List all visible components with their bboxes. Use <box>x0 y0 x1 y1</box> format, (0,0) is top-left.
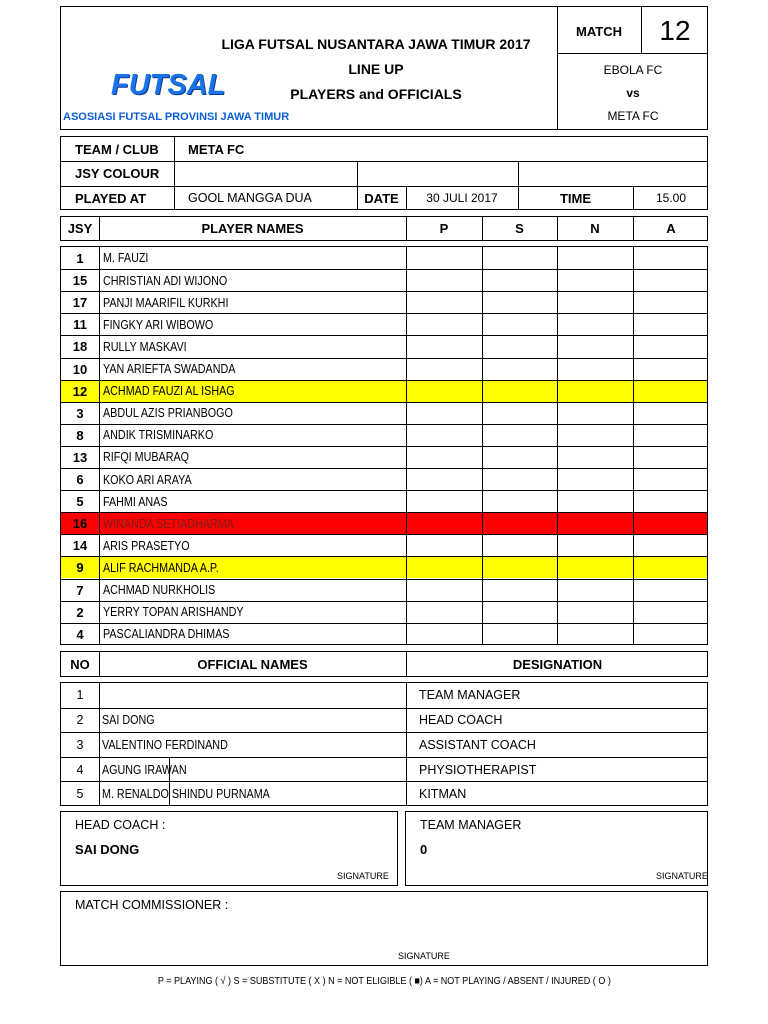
player-name <box>100 403 254 424</box>
player-jersey-number: 3 <box>76 405 84 421</box>
team-club-label: TEAM / CLUB <box>75 141 159 157</box>
player-names-header: PLAYER NAMES <box>201 221 304 236</box>
player-jersey-number: 17 <box>72 295 88 311</box>
player-name-text: ACHMAD NURKHOLIS <box>103 583 216 598</box>
player-name <box>100 580 234 601</box>
player-name <box>100 469 206 490</box>
player-row <box>61 247 707 269</box>
player-jersey-number: 18 <box>72 339 88 355</box>
official-designation: ASSISTANT COACH <box>419 737 536 752</box>
player-name-text: WINANDA SETIADHARMA <box>103 516 234 531</box>
player-jersey-number: 15 <box>72 273 88 289</box>
player-name <box>100 247 156 269</box>
player-jersey-number: 10 <box>72 361 88 377</box>
time-value: 15.00 <box>655 191 687 205</box>
player-name-text: M. FAUZI <box>103 251 149 266</box>
commissioner-signature-label: SIGNATURE <box>398 951 450 961</box>
player-name-text: ABDUL AZIS PRIANBOGO <box>103 406 233 421</box>
official-row <box>61 708 707 733</box>
player-name-text: RULLY MASKAVI <box>103 339 187 354</box>
official-number: 1 <box>76 688 84 703</box>
futsal-logo <box>61 67 290 127</box>
match-commissioner-box <box>60 891 708 966</box>
player-row <box>61 380 707 402</box>
player-name-text: YAN ARIEFTA SWADANDA <box>103 362 236 377</box>
player-name <box>100 314 231 335</box>
player-row <box>61 601 707 623</box>
team-manager-signature-label: SIGNATURE <box>656 871 708 881</box>
head-coach-signature-box <box>60 811 398 886</box>
player-name-text: PASCALIANDRA DHIMAS <box>103 627 230 642</box>
player-name <box>100 425 231 446</box>
player-jersey-number: 8 <box>76 427 84 443</box>
away-team: META FC <box>607 109 659 123</box>
time-label: TIME <box>559 190 592 206</box>
player-name <box>100 381 256 402</box>
player-jersey-number: 6 <box>76 472 84 488</box>
official-name <box>100 782 297 806</box>
player-name-text: ARIS PRASETYO <box>103 538 190 553</box>
player-name-text: YERRY TOPAN ARISHANDY <box>103 605 244 620</box>
player-row <box>61 579 707 601</box>
player-name <box>100 491 178 512</box>
team-manager-value: 0 <box>420 842 428 857</box>
absent-header: A <box>666 221 676 236</box>
official-row <box>61 732 707 757</box>
official-name <box>100 733 248 757</box>
jsy-colour-label: JSY COLOUR <box>75 166 160 181</box>
official-name <box>100 709 163 733</box>
official-names-header: OFFICIAL NAMES <box>197 656 308 672</box>
match-label: MATCH <box>576 24 622 39</box>
team-manager-label: TEAM MANAGER <box>420 818 522 832</box>
official-row <box>61 781 707 806</box>
played-at-value: GOOL MANGGA DUA <box>188 191 312 205</box>
no-header: NO <box>70 656 90 672</box>
player-name-text: CHRISTIAN ADI WIJONO <box>103 273 228 288</box>
player-name <box>100 270 247 291</box>
legend-text: P = PLAYING ( √ ) S = SUBSTITUTE ( X ) N = NOT ELIGIBLE ( ■) A = NOT PLAYING / ABSENT / INJURED ( O ) <box>157 975 611 987</box>
player-name-text: ACHMAD FAUZI AL ISHAG <box>103 384 235 399</box>
header-box <box>60 6 708 130</box>
official-number: 3 <box>76 737 84 752</box>
player-jersey-number: 7 <box>76 582 84 598</box>
player-name <box>100 624 250 645</box>
player-name <box>100 535 204 556</box>
players-table <box>60 246 708 645</box>
lineup-title: LINE UP <box>348 61 404 77</box>
head-coach-signature-label: SIGNATURE <box>337 871 389 881</box>
player-name <box>100 359 257 380</box>
player-name-text: FINGKY ARI WIBOWO <box>103 317 214 332</box>
designation-header: DESIGNATION <box>512 656 603 672</box>
logo-title: FUTSAL <box>111 69 226 101</box>
team-manager-signature-box <box>405 811 708 886</box>
player-name <box>100 292 249 313</box>
substitute-header: S <box>515 221 524 236</box>
player-row <box>61 468 707 490</box>
official-number: 5 <box>76 787 84 802</box>
team-info-box <box>60 136 708 210</box>
vs-label: vs <box>626 86 640 100</box>
match-commissioner-label: MATCH COMMISSIONER : <box>75 898 229 912</box>
official-name-text: SAI DONG <box>102 713 155 728</box>
official-name <box>100 758 200 782</box>
player-jersey-number: 2 <box>76 604 84 620</box>
player-name-text: KOKO ARI ARAYA <box>103 472 192 487</box>
played-at-label: PLAYED AT <box>75 190 147 206</box>
player-jersey-number: 12 <box>72 383 88 399</box>
playing-header: P <box>439 221 449 236</box>
official-row <box>61 757 707 782</box>
officials-header <box>60 651 708 677</box>
player-row <box>61 512 707 534</box>
logo-subtitle: ASOSIASI FUTSAL PROVINSI JAWA TIMUR <box>63 111 290 123</box>
player-row <box>61 269 707 291</box>
player-row <box>61 402 707 424</box>
official-number: 2 <box>76 713 84 728</box>
player-name <box>100 602 266 623</box>
player-jersey-number: 14 <box>72 538 88 554</box>
date-label: DATE <box>364 190 399 206</box>
players-header <box>60 216 708 241</box>
player-name-text: RIFQI MUBARAQ <box>103 450 190 465</box>
head-coach-label: HEAD COACH : <box>75 818 166 832</box>
officials-table <box>60 682 708 806</box>
team-club-value: META FC <box>188 141 245 157</box>
player-name <box>100 513 255 534</box>
official-number: 4 <box>76 762 84 777</box>
official-designation: TEAM MANAGER <box>419 688 521 703</box>
official-name <box>100 683 102 708</box>
player-row <box>61 534 707 556</box>
player-jersey-number: 9 <box>76 560 84 576</box>
player-row <box>61 313 707 335</box>
player-name-text: PANJI MAARIFIL KURKHI <box>103 295 229 310</box>
player-jersey-number: 16 <box>72 516 88 532</box>
official-row <box>61 683 707 708</box>
player-jersey-number: 5 <box>76 494 84 510</box>
league-title: LIGA FUTSAL NUSANTARA JAWA TIMUR 2017 <box>221 36 531 52</box>
player-jersey-number: 1 <box>76 250 84 266</box>
player-name-text: FAHMI ANAS <box>103 494 168 509</box>
player-row <box>61 556 707 578</box>
official-name-text: AGUNG IRAWAN <box>102 762 187 777</box>
legend <box>0 971 768 989</box>
players-officials-title: PLAYERS and OFFICIALS <box>290 86 462 102</box>
player-jersey-number: 4 <box>76 626 84 642</box>
head-coach-value: SAI DONG <box>75 842 140 857</box>
player-row <box>61 358 707 380</box>
not-eligible-header: N <box>590 221 600 236</box>
home-team: EBOLA FC <box>603 63 663 77</box>
player-name-text: ALIF RACHMANDA A.P. <box>103 560 219 575</box>
jsy-header: JSY <box>67 221 93 236</box>
player-row <box>61 623 707 645</box>
player-row <box>61 424 707 446</box>
player-name <box>100 557 238 578</box>
player-jersey-number: 11 <box>73 317 87 333</box>
date-value: 30 JULI 2017 <box>426 191 498 205</box>
player-jersey-number: 13 <box>72 449 88 465</box>
official-name-text: M. RENALDO SHINDU PURNAMA <box>102 787 270 802</box>
player-row <box>61 446 707 468</box>
official-designation: HEAD COACH <box>419 713 503 728</box>
official-designation: PHYSIOTHERAPIST <box>419 762 537 777</box>
match-number: 12 <box>659 15 691 46</box>
player-row <box>61 291 707 313</box>
official-designation: KITMAN <box>419 787 467 802</box>
player-row <box>61 335 707 357</box>
player-name <box>100 336 200 357</box>
player-row <box>61 490 707 512</box>
player-name-text: ANDIK TRISMINARKO <box>103 428 214 443</box>
official-name-text: VALENTINO FERDINAND <box>102 737 228 752</box>
player-name <box>100 447 203 468</box>
